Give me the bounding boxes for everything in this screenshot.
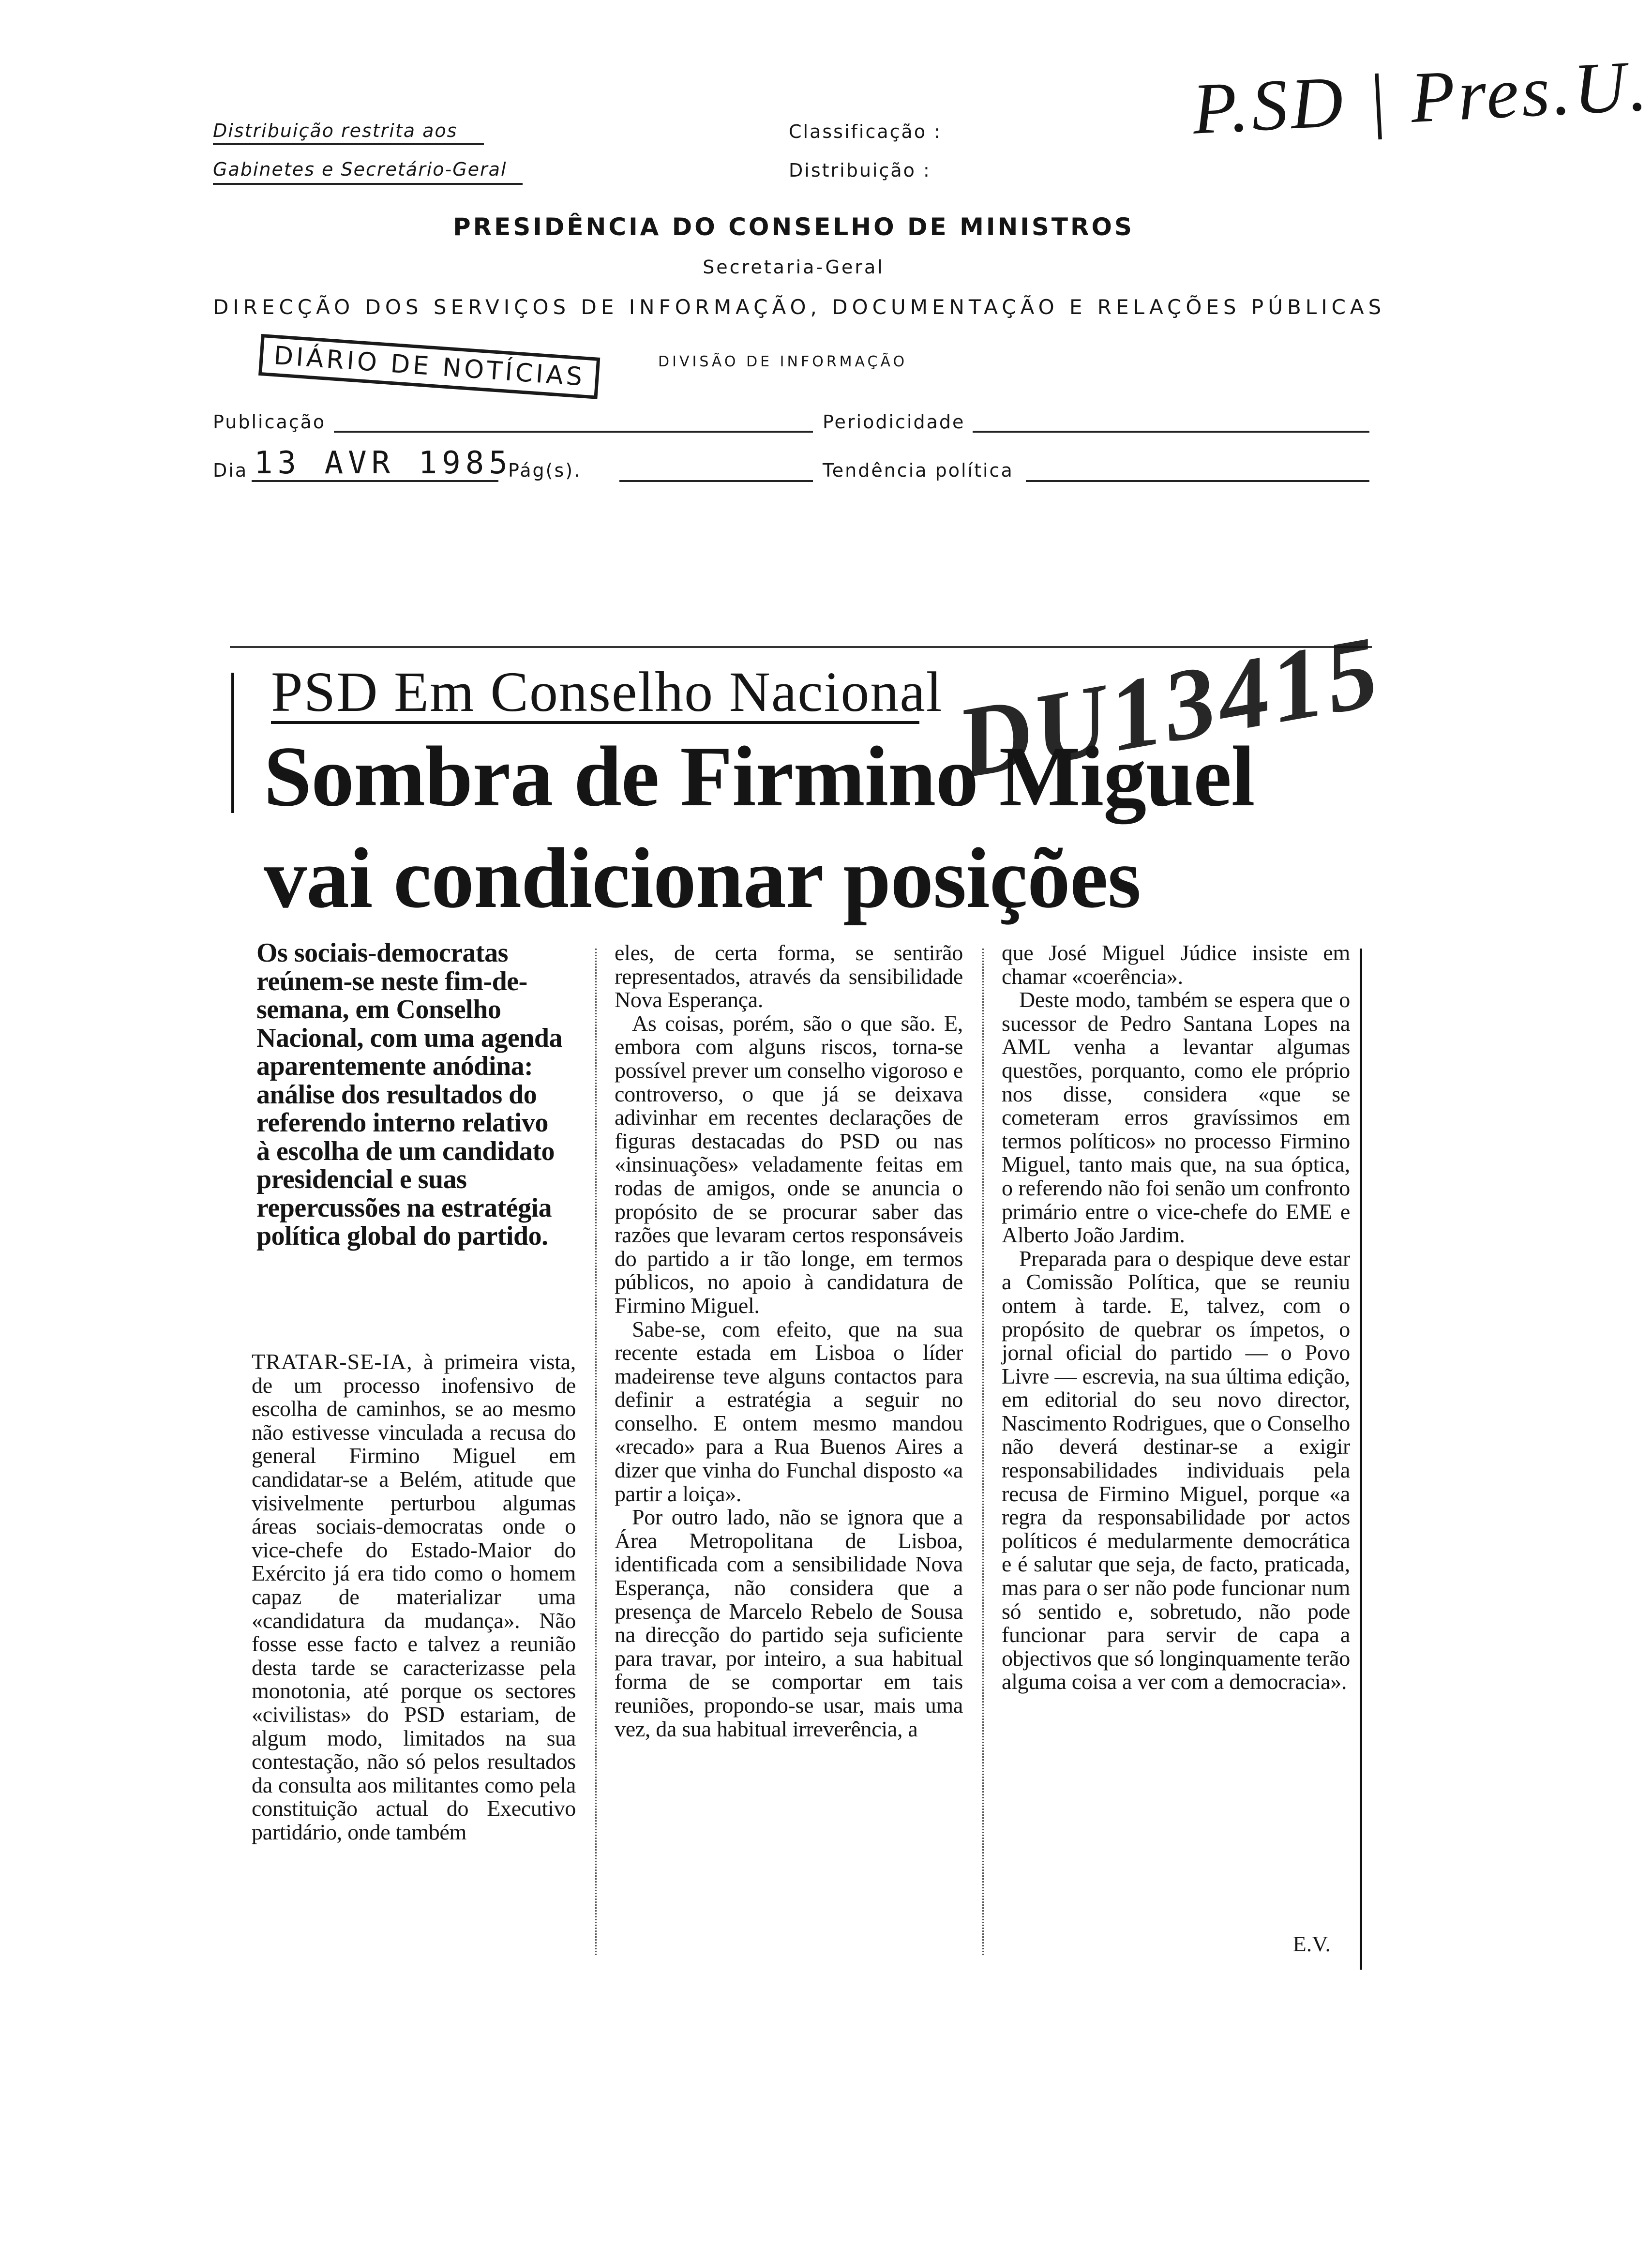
publication-field-line [334, 431, 813, 433]
distribution-restriction-line1: Distribuição restrita aos [213, 120, 458, 141]
column-1-opening-words: TRATAR-SE-IA, [252, 1349, 413, 1374]
article-column-3 [1002, 941, 1350, 1694]
org-title: PRESIDÊNCIA DO CONSELHO DE MINISTROS [452, 213, 1135, 241]
article-kicker: PSD Em Conselho Nacional [271, 660, 943, 724]
column-2-paragraph-2: Sabe-se, com efeito, que na sua recente estada em Lisboa o líder madeirense teve alguns contactos para definir a estratégia a seguir no conselho. E ontem mesmo mandou «recado» para a Rua Buenos Aires a dizer que vinha do Funchal disposto «a partir a loiça». [615, 1316, 963, 1506]
column-rule-1 [595, 949, 597, 1955]
org-subtitle: Secretaria-Geral [703, 256, 885, 278]
handwritten-reference: DU13415 [948, 615, 1390, 800]
division-label: DIVISÃO DE INFORMAÇÃO [658, 353, 908, 370]
headline-line-2: vai condicionar posições [264, 830, 1141, 926]
distribution-underline-2 [213, 183, 523, 185]
publication-stamp: DIÁRIO DE NOTÍCIAS [258, 334, 601, 399]
column-3-paragraph-1: Deste modo, também se espera que o sucessor de Pedro Santana Lopes na AML venha a levantar algumas questões, porquanto, como ele próprio nos disse, considera «que se cometeram erros gravíssimos em termos políticos» no processo Firmino Miguel, tanto mais que, na sua óptica, o referendo não foi senão um confronto primário entre o vice-chefe do EME e Alberto João Jardim. [1002, 987, 1350, 1248]
kicker-underline [271, 721, 919, 724]
article-signature: E.V. [1292, 1931, 1331, 1956]
periodicity-field-line [973, 431, 1369, 433]
column-3-paragraph-2: Preparada para o despique deve estar a Comissão Política, que se reuniu ontem à tarde. E, talvez, com o propósito de quebrar os ímpetos, o jornal oficial do partido — o Povo Livre — escrevia, na sua última edição, em editorial do seu novo director, Nascimento Rodrigues, que o Conselho não deverá destinar-se a exigir responsabilidades individuais pela recusa de Firmino Miguel, porque «a regra da responsabilidade por actos políticos é medularmente democrática e é salutar que seja, de facto, praticada, mas para o ser não pode funcionar num só sentido e, sobretudo, não pode funcionar para servir de capa a objectivos que só longinquamente terão alguma coisa a ver com a democracia». [1002, 1246, 1350, 1694]
column-rule-2 [982, 949, 984, 1955]
headline-line-1: Sombra de Firmino Miguel [264, 728, 1255, 824]
column-2-paragraph-0: eles, de certa forma, se sentirão representados, através da sensibilidade Nova Esperança. [615, 940, 963, 1012]
handwritten-tag: P.SD | Pres.U. [1190, 45, 1652, 150]
date-stamp: 13 AVR 1985 [254, 445, 512, 481]
tendency-label: Tendência política [823, 460, 1014, 481]
distribution-restriction-line2: Gabinetes e Secretário-Geral [213, 159, 507, 180]
day-label: Dia [213, 460, 248, 481]
column-3-paragraph-0: que José Miguel Júdice insiste em chamar «coerência». [1002, 940, 1350, 989]
directorate-line: DIRECÇÃO DOS SERVIÇOS DE INFORMAÇÃO, DOCUMENTAÇÃO E RELAÇÕES PÚBLICAS [213, 295, 1386, 319]
periodicity-label: Periodicidade [823, 411, 965, 433]
publication-label: Publicação [213, 411, 326, 433]
page-field-line [619, 480, 813, 482]
article-column-1 [252, 1350, 576, 1844]
classification-label: Classificação : [789, 121, 942, 142]
article-left-bar [231, 673, 234, 813]
distribution-underline-1 [213, 143, 484, 145]
article-column-2 [615, 941, 963, 1741]
article-lead: Os sociais-democratas reúnem-se neste fim-de-semana, em Conselho Nacional, com uma agenda aparentemente anódina: análise dos resultados do referendo interno relativo à escolha de um candidato presidencial e suas repercussões na estratégia política global do partido. [256, 938, 562, 1251]
day-field-line [252, 480, 498, 482]
article-right-bar [1360, 949, 1362, 1970]
page-label: Pág(s). [508, 460, 582, 481]
column-2-paragraph-1: As coisas, porém, são o que são. E, embora com alguns riscos, torna-se possível prever um conselho vigoroso e controverso, o que já se deixava adivinhar em recentes declarações de figuras destacadas do PSD ou nas «insinuações» veladamente feitas em rodas de amigos, onde se anuncia o propósito de se procurar saber das razões que levaram certos responsáveis do partido a ir tão longe, em termos públicos, no apoio à candidatura de Firmino Miguel. [615, 1010, 963, 1318]
column-1-paragraph-1: à primeira vista, de um processo inofensivo de escolha de caminhos, se ao mesmo não estivesse vinculada a recusa do general Firmino Miguel em candidatar-se a Belém, atitude que visivelmente perturbou algumas áreas sociais-democratas onde o vice-chefe do Estado-Maior do Exército já era tido como o homem capaz de materializar uma «candidatura da mudança». Não fosse esse facto e talvez a reunião desta tarde se caracterizasse pela monotonia, até porque os sectores «civilistas» do PSD estariam, de algum modo, limitados na sua contestação, não só pelos resultados da consulta aos militantes como pela constituição actual do Executivo partidário, onde também [252, 1349, 576, 1844]
distribution-label: Distribuição : [789, 160, 931, 181]
tendency-field-line [1026, 480, 1369, 482]
column-2-paragraph-3: Por outro lado, não se ignora que a Área Metropolitana de Lisboa, identificada com a sensibilidade Nova Esperança, não considera que a presença de Marcelo Rebelo de Sousa na direcção do partido seja suficiente para travar, por inteiro, a sua habitual forma de se comportar em tais reuniões, propondo-se usar, mais uma vez, da sua habitual irreverência, a [615, 1505, 963, 1741]
